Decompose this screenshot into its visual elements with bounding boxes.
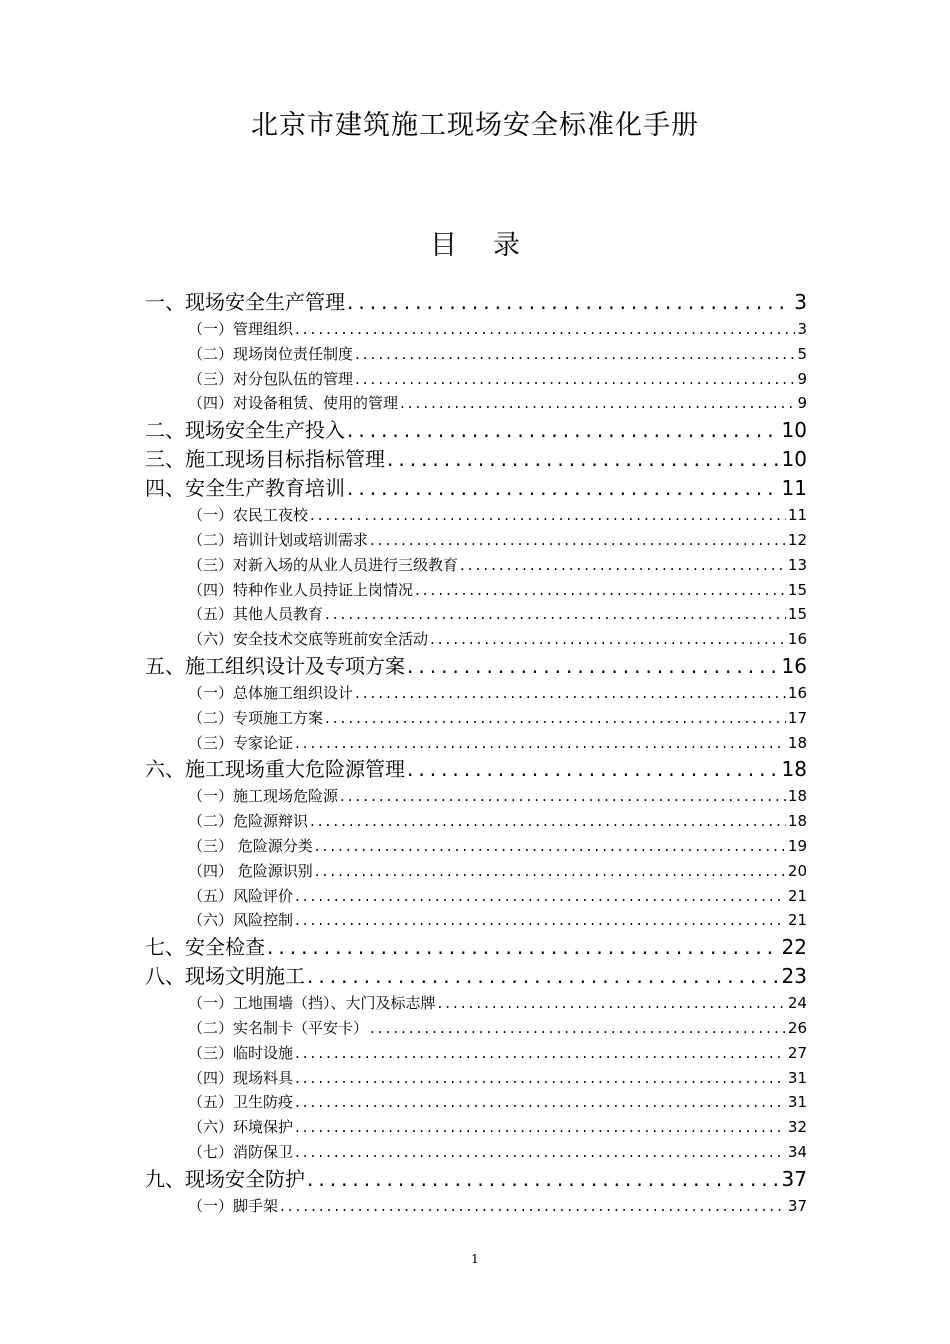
toc-leader-dots xyxy=(295,1041,786,1066)
toc-section-entry[interactable] xyxy=(188,784,807,809)
toc-entry-label: （四）特种作业人员持证上岗情况 xyxy=(188,580,414,599)
toc-leader-dots xyxy=(315,859,786,884)
toc-entry-page: 9 xyxy=(797,394,807,413)
toc-chapter-entry[interactable] xyxy=(145,416,807,445)
toc-section-entry[interactable] xyxy=(188,1115,807,1140)
toc-entry-label: （二）专项施工方案 xyxy=(188,708,324,727)
toc-entry-label: （六）环境保护 xyxy=(188,1118,294,1137)
toc-section-entry[interactable] xyxy=(188,834,807,859)
toc-section-entry[interactable] xyxy=(188,578,807,603)
toc-leader-dots xyxy=(355,367,795,392)
toc-entry-label: （五）其他人员教育 xyxy=(188,605,324,624)
toc-heading: 目录 xyxy=(430,230,556,261)
toc-entry-label: 一、现场安全生产管理 xyxy=(145,290,345,314)
toc-chapter-entry[interactable] xyxy=(145,652,807,681)
toc-entry-page: 19 xyxy=(787,837,807,855)
toc-entry-page: 34 xyxy=(787,1143,807,1161)
toc-entry-page: 27 xyxy=(787,1043,807,1062)
toc-leader-dots xyxy=(347,416,780,445)
toc-entry-page: 17 xyxy=(787,708,807,727)
toc-section-entry[interactable] xyxy=(188,1016,807,1041)
toc-chapter-entry[interactable] xyxy=(145,933,807,962)
toc-entry-page: 32 xyxy=(787,1118,807,1137)
toc-leader-dots xyxy=(267,933,780,962)
toc-entry-label: （二）培训计划或培训需求 xyxy=(188,531,369,549)
toc-leader-dots xyxy=(295,1090,786,1115)
toc-entry-page: 37 xyxy=(787,1196,807,1215)
toc-section-entry[interactable] xyxy=(188,317,807,342)
toc-entry-label: （一）管理组织 xyxy=(188,320,294,338)
toc-entry-page: 10 xyxy=(781,447,807,472)
toc-leader-dots xyxy=(355,681,786,706)
toc-leader-dots xyxy=(415,578,786,603)
toc-entry-label: （五）风险评价 xyxy=(188,886,294,905)
toc-leader-dots xyxy=(347,474,780,503)
toc-entry-label: （一）脚手架 xyxy=(188,1196,279,1215)
toc-leader-dots xyxy=(307,1165,780,1194)
toc-entry-label: （四） 危险源识别 xyxy=(188,861,313,880)
toc-entry-label: （一）工地围墙（挡）、大门及标志牌 xyxy=(188,994,436,1013)
toc-entry-page: 31 xyxy=(787,1093,807,1112)
toc-entry-page: 18 xyxy=(787,787,807,806)
toc-section-entry[interactable] xyxy=(188,991,807,1016)
toc-leader-dots xyxy=(438,991,786,1016)
toc-entry-page: 21 xyxy=(787,911,807,930)
toc-section-entry[interactable] xyxy=(188,1090,807,1115)
toc-entry-label: 四、安全生产教育培训 xyxy=(145,476,345,501)
toc-leader-dots xyxy=(295,884,786,909)
toc-leader-dots xyxy=(310,503,786,528)
toc-entry-page: 15 xyxy=(787,605,807,624)
toc-entry-page: 16 xyxy=(781,654,807,678)
toc-leader-dots xyxy=(347,288,792,317)
toc-leader-dots xyxy=(315,834,786,859)
toc-entry-label: （五）卫生防疫 xyxy=(188,1093,294,1112)
toc-leader-dots xyxy=(307,962,780,991)
toc-leader-dots xyxy=(400,391,795,416)
toc-entry-page: 21 xyxy=(787,886,807,905)
toc-entry-label: （二）实名制卡（平安卡） xyxy=(188,1019,369,1037)
toc-entry-page: 18 xyxy=(787,733,807,752)
toc-entry-label: （一）施工现场危险源 xyxy=(188,787,339,806)
toc-chapter-entry[interactable] xyxy=(145,288,807,317)
toc-section-entry[interactable] xyxy=(188,503,807,528)
toc-entry-label: 九、现场安全防护 xyxy=(145,1166,305,1191)
toc-entry-label: 七、安全检查 xyxy=(145,935,265,960)
toc-section-entry[interactable] xyxy=(188,681,807,706)
toc-leader-dots xyxy=(355,342,795,367)
toc-entry-page: 15 xyxy=(787,580,807,599)
toc-section-entry[interactable] xyxy=(188,1140,807,1165)
toc-leader-dots xyxy=(407,755,780,784)
toc-leader-dots xyxy=(370,1016,786,1041)
toc-entry-page: 3 xyxy=(797,320,807,338)
toc-leader-dots xyxy=(340,784,786,809)
toc-chapter-entry[interactable] xyxy=(145,445,807,474)
toc-entry-page: 31 xyxy=(787,1068,807,1087)
toc-section-entry[interactable] xyxy=(188,602,807,627)
toc-section-entry[interactable] xyxy=(188,908,807,933)
toc-entry-label: 二、现场安全生产投入 xyxy=(145,418,345,443)
toc-section-entry[interactable] xyxy=(188,391,807,416)
toc-section-entry[interactable] xyxy=(188,731,807,756)
toc-entry-label: （七）消防保卫 xyxy=(188,1143,294,1161)
toc-section-entry[interactable] xyxy=(188,367,807,392)
toc-entry-page: 22 xyxy=(781,935,807,960)
toc-section-entry[interactable] xyxy=(188,528,807,553)
toc-entry-label: 八、现场文明施工 xyxy=(145,964,305,989)
toc-leader-dots xyxy=(295,317,795,342)
toc-entry-page: 16 xyxy=(787,630,807,649)
document-title: 北京市建筑施工现场安全标准化手册 xyxy=(251,110,699,141)
toc-entry-label: （四）现场料具 xyxy=(188,1068,294,1087)
toc-chapter-entry[interactable] xyxy=(145,1165,807,1194)
toc-entry-page: 18 xyxy=(787,812,807,831)
toc-leader-dots xyxy=(370,528,786,553)
toc-leader-dots xyxy=(295,1115,786,1140)
toc-entry-page: 20 xyxy=(787,861,807,880)
toc-section-entry[interactable] xyxy=(188,342,807,367)
toc-entry-page: 37 xyxy=(781,1166,807,1191)
toc-leader-dots xyxy=(430,627,786,652)
toc-chapter-entry[interactable] xyxy=(145,962,807,991)
toc-entry-label: （三）对新入场的从业人员进行三级教育 xyxy=(188,555,459,574)
toc-entry-label: （三）专家论证 xyxy=(188,733,294,752)
toc-entry-label: 三、施工现场目标指标管理 xyxy=(145,447,385,472)
toc-entry-label: （一）农民工夜校 xyxy=(188,506,309,525)
toc-section-entry[interactable] xyxy=(188,627,807,652)
toc-entry-label: （六）安全技术交底等班前安全活动 xyxy=(188,630,429,649)
toc-entry-page: 11 xyxy=(781,476,807,501)
toc-entry-label: （一）总体施工组织设计 xyxy=(188,684,354,702)
toc-entry-label: 五、施工组织设计及专项方案 xyxy=(145,654,405,678)
toc-entry-label: （三）临时设施 xyxy=(188,1043,294,1062)
toc-entry-page: 10 xyxy=(781,418,807,443)
toc-entry-page: 12 xyxy=(787,531,807,549)
toc-leader-dots xyxy=(325,602,786,627)
toc-entry-page: 9 xyxy=(797,369,807,388)
toc-entry-label: （四）对设备租赁、使用的管理 xyxy=(188,394,399,413)
toc-chapter-entry[interactable] xyxy=(145,755,807,784)
toc-entry-page: 11 xyxy=(787,506,807,525)
toc-entry-label: （三） 危险源分类 xyxy=(188,837,313,855)
toc-entry-label: （二）危险源辩识 xyxy=(188,812,309,831)
toc-leader-dots xyxy=(325,706,786,731)
toc-leader-dots xyxy=(295,908,786,933)
toc-entry-label: （三）对分包队伍的管理 xyxy=(188,369,354,388)
toc-leader-dots xyxy=(310,809,786,834)
toc-leader-dots xyxy=(295,731,786,756)
toc-entry-page: 5 xyxy=(797,344,807,363)
toc-section-entry[interactable] xyxy=(188,1066,807,1091)
toc-entry-page: 13 xyxy=(787,555,807,574)
toc-entry-page: 3 xyxy=(794,290,807,314)
toc-section-entry[interactable] xyxy=(188,859,807,884)
toc-chapter-entry[interactable] xyxy=(145,474,807,503)
toc-leader-dots xyxy=(460,553,786,578)
toc-section-entry[interactable] xyxy=(188,706,807,731)
toc-entry-page: 16 xyxy=(787,684,807,702)
toc-leader-dots xyxy=(295,1066,786,1091)
toc-entry-page: 23 xyxy=(781,964,807,989)
toc-entry-page: 24 xyxy=(787,994,807,1013)
toc-entry-label: （六）风险控制 xyxy=(188,911,294,930)
toc-section-entry[interactable] xyxy=(188,1041,807,1066)
toc-section-entry[interactable] xyxy=(188,1194,807,1219)
toc-section-entry[interactable] xyxy=(188,553,807,578)
toc-leader-dots xyxy=(295,1140,786,1165)
toc-entry-label: （二）现场岗位责任制度 xyxy=(188,344,354,363)
toc-entry-page: 26 xyxy=(787,1019,807,1037)
toc-leader-dots xyxy=(280,1194,786,1219)
toc-leader-dots xyxy=(387,445,780,474)
toc-leader-dots xyxy=(407,652,780,681)
toc-section-entry[interactable] xyxy=(188,809,807,834)
toc-entry-label: 六、施工现场重大危险源管理 xyxy=(145,757,405,782)
toc-entry-page: 18 xyxy=(781,757,807,782)
page-number: 1 xyxy=(471,1252,479,1266)
toc-section-entry[interactable] xyxy=(188,884,807,909)
